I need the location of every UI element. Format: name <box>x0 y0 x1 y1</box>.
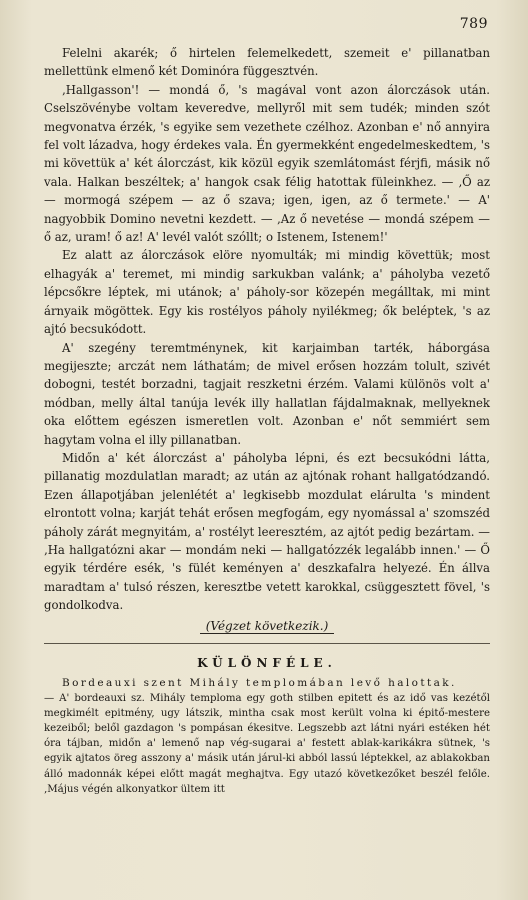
paragraph-5: Midőn a' két álorczást a' páholyba lépni, és ezt becsukódni látta, pillanatig mozdulatlan maradt; az után az ajtónak rohant hallgatódzandó. Ezen állapotjában jelenlétét a' legkisebb mozdulat elárulta 's mindent elrontott volna; karját tehát erősen megfogám, egy nyomással a' szomszéd páholy zárát megnyitám, a' rostélyt leeresztém, az ajtót pedig bezártam. — ‚Ha hallgatózni akar — mondám neki — hallgatózzék legalább innen.' — Ő egyik térdére esék, 's fülét keményen a' deszkafalra helyezé. Én állva maradtam a' tulsó részen, keresztbe vetett karokkal, csüggesztett fövel, 's gondolkodva. <box>44 450 490 613</box>
section-title: KÜLÖNFÉLE. <box>197 655 337 670</box>
subsection-title: Bordeauxi szent Mihály templomában levő halottak. <box>62 676 457 689</box>
subsection-paragraph: — A' bordeauxi sz. Mihály temploma egy goth stilben epitett és az idő vas kezétől megkimélt epitmény, ugy látszik, mintha csak most került volna ki épitő-mestere kezeiből; belől gazdagon 's pompásan ékesitve. Legszebb azt látni nyári estéken hét óra tájban, midőn a' lemenő nap vég-sugarai a' festett ablak-karikákra sütnek, 's egyik ajtatos öreg asszony a' másik után járul-ki abból lassú léptekkel, az ablakokban álló madonnák képei előtt magát meghajtva. Egy utazó következőket beszél felőle. ‚Május végén alkonyatkor ültem itt <box>44 692 490 795</box>
page-number: 789 <box>459 16 488 32</box>
paragraph-3: Ez alatt az álorczások elöre nyomulták; mi mindig követtük; most elhagyák a' teremet, mi mindig sarkukban valánk; a' páholyba vezető lépcsőkre léptek, mi utánok; a' páholy-sor közepén megálltak, mi mint árnyaik mögöttek. Egy kis rostélyos páholy nyilékmeg; ők beléptek, 's az ajtó becsukódott. <box>44 248 490 337</box>
paragraph-1: Felelni akarék; ő hirtelen felemelkedett, szemeit e' pillanatban mellettünk elmenő két Dominóra függesztvén. <box>44 46 490 79</box>
continuation-note <box>44 617 490 635</box>
article-body <box>44 44 490 797</box>
paragraph-4: A' szegény teremtménynek, kit karjaimban tarték, háborgása megijeszte; arczát nem láthatám; de mivel erősen hozzám tolult, szivét dobogni, testét borzadni, tagjait reszketni érzém. Valami különös volt a' módban, melly által tanúja levék illy hallatlan fájdalmaknak, mellyeknek oka előttem egészen ismeretlen volt. Azonban e' nőt semmiért sem hagytam volna el illy pillanatban. <box>44 340 490 447</box>
paragraph-2: ‚Hallgasson'! — mondá ő, 's magával vont azon álorczások után. Cselszövénybe voltam keveredve, mellyről mit sem tudék; minden szót megvonatva érzék, 's egyike sem vezethete czélhoz. Azonban e' nő annyira fel volt lázadva, hogy érdekes vala. Én gyermekként engedelmeskedtem, 's mi követtük a' két álorczást, kik közül egyik szemlátomást férjfi, másik nő vala. Halkan beszéltek; a' hangok csak félig hatottak füleinkhez. — ‚Ő az — mormogá szépem — az ő szava; igen, igen, az ő termete.' — A' nagyobbik Domino nevetni kezdett. — ‚Az ő nevetése — mondá szépem — ő az, uram! ő az! A' levél valót szóllt; o Istenem, Istenem!' <box>44 82 490 245</box>
section-divider <box>44 643 490 644</box>
continuation-text: (Végzet következik.) <box>200 619 335 634</box>
